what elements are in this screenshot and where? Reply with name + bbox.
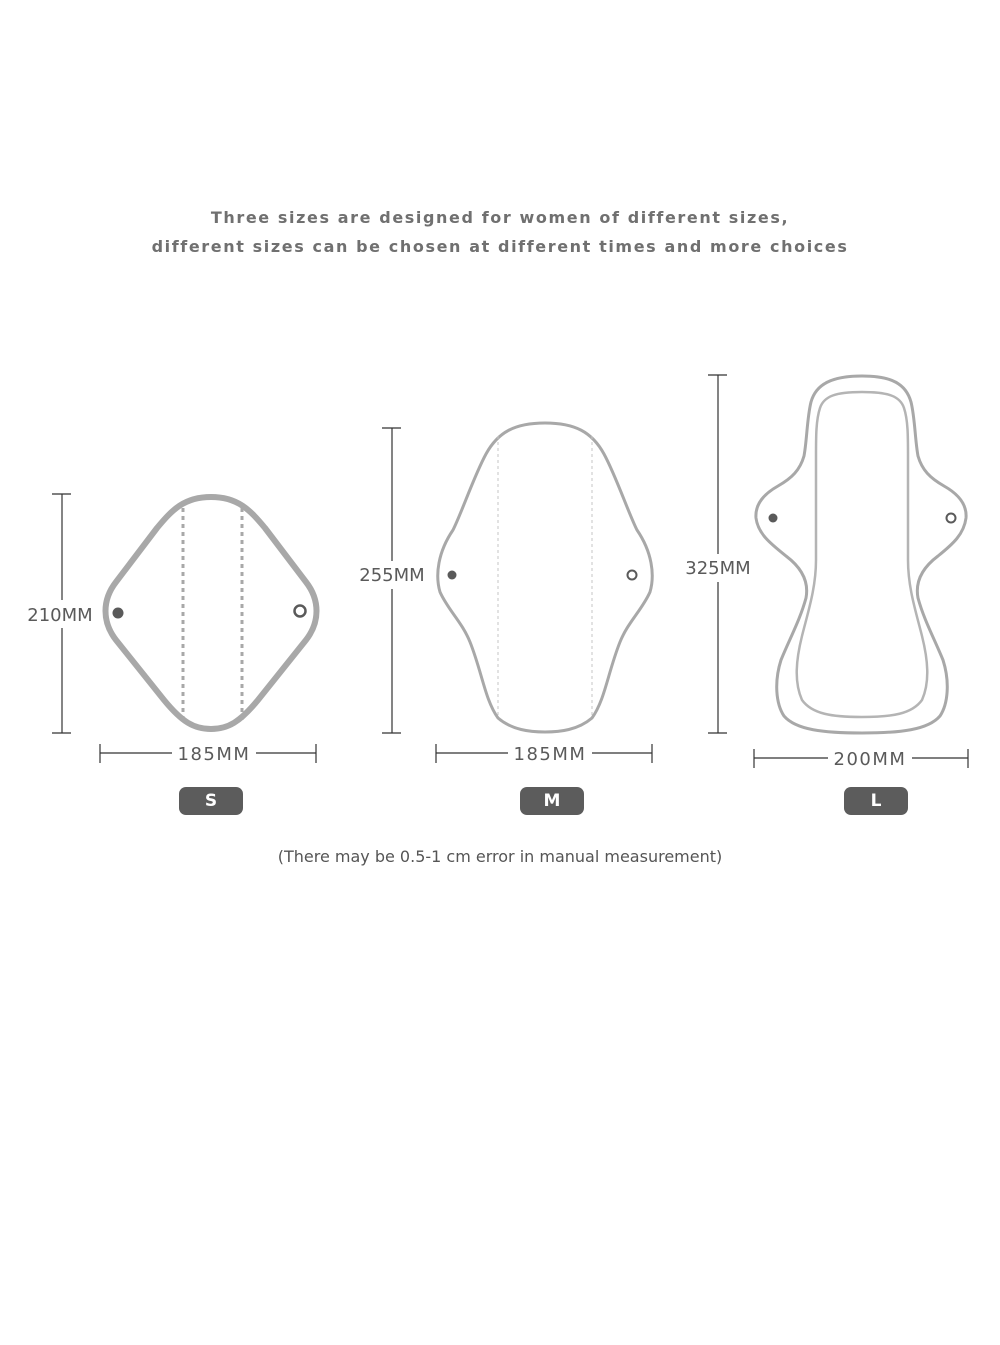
pad-m-outline (438, 423, 652, 732)
pad-m (359, 423, 652, 765)
pad-l (685, 375, 968, 770)
size-badge-m: M (520, 787, 584, 815)
pad-s (27, 494, 316, 765)
measurement-note: (There may be 0.5-1 cm error in manual measurement) (277, 847, 723, 866)
pad-l-height-label: 325MM (685, 558, 751, 579)
pad-s-width-label: 185MM (177, 744, 251, 765)
heading-line-1: Three sizes are designed for women of different sizes, (210, 208, 790, 227)
pad-m-height-label: 255MM (359, 565, 425, 586)
size-badge-s: S (179, 787, 243, 815)
pad-m-snap-solid (448, 571, 457, 580)
pad-l-outline (756, 376, 966, 733)
pad-m-width-label: 185MM (513, 744, 587, 765)
pad-l-snap-ring (947, 514, 956, 523)
pad-s-height-label: 210MM (27, 605, 93, 626)
pad-s-snap-ring (295, 606, 306, 617)
pad-m-snap-ring (628, 571, 637, 580)
pad-l-snap-solid (769, 514, 778, 523)
pad-l-width-label: 200MM (833, 749, 907, 770)
pad-s-outline (106, 497, 317, 729)
pad-l-inner-outline (797, 392, 928, 717)
heading-line-2: different sizes can be chosen at different times and more choices (151, 237, 849, 256)
pad-s-snap-solid (113, 608, 124, 619)
size-badge-l: L (844, 787, 908, 815)
